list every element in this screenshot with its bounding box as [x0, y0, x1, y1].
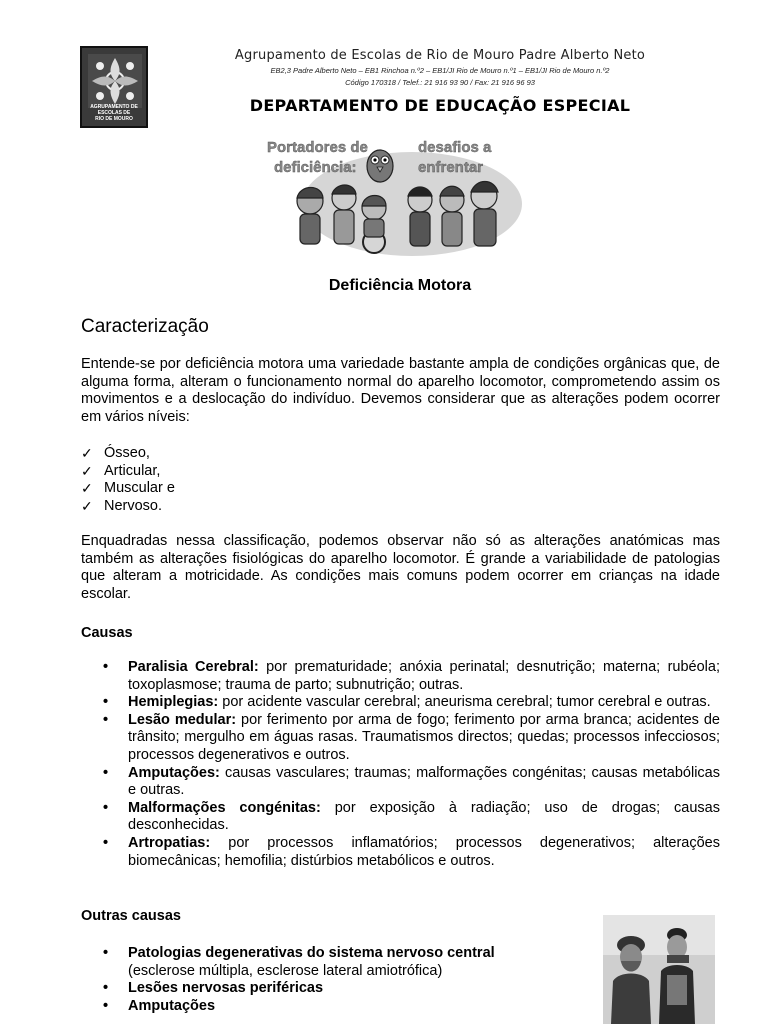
- list-item: [103, 998, 593, 1016]
- document-title: Deficiência Motora: [328, 277, 472, 294]
- banner-right-line: enfrentar: [418, 159, 484, 176]
- bullet-icon: •: [103, 764, 109, 781]
- cause-text: por ferimento por arma de fogo; ferimento por arma branca; acidentes de trânsito; mergulho em águas rasas. Traumatismos directos; quedas; processos infecciosos; processos degenerativos e outros.: [128, 711, 720, 763]
- bullet-icon: •: [103, 980, 109, 997]
- cause-term: Artropatias:: [128, 834, 211, 851]
- bullet-icon: •: [103, 834, 109, 851]
- logo-caption-line: AGRUPAMENTO DE ESCOLAS DE: [90, 104, 138, 116]
- list-item: [103, 945, 593, 980]
- cause-text: causas vasculares; traumas; malformações congénitas; causas metabólicas e outras.: [128, 764, 720, 799]
- cause-term: Hemiplegias:: [128, 694, 219, 711]
- owl-mascot-icon: [367, 150, 393, 182]
- causes-heading: Causas: [81, 625, 133, 641]
- list-item: [103, 980, 593, 998]
- bullet-icon: •: [103, 997, 109, 1014]
- section-title: Caracterização: [81, 316, 209, 337]
- bullet-icon: •: [103, 799, 109, 816]
- causes-list: [103, 659, 720, 870]
- list-item: [103, 800, 720, 835]
- logo-caption: [82, 104, 146, 122]
- cause-text: por acidente vascular cerebral; aneurisma cerebral; tumor cerebral e outras.: [218, 694, 711, 711]
- list-item: [81, 445, 175, 463]
- cause-term: Lesão medular:: [128, 711, 237, 728]
- cause-text: por processos inflamatórios; processos degenerativos; alterações biomecânicas; hemofilia; distúrbios metabólicos e outros.: [128, 834, 720, 869]
- cause-term: Patologias degenerativas do sistema nervoso central: [128, 945, 495, 961]
- list-item: [81, 463, 175, 481]
- list-item: [103, 765, 720, 800]
- cause-text: por prematuridade; anóxia perinatal; desnutrição; materna; rubéola; toxoplasmose; trauma de parto; subnutrição; outras.: [128, 659, 720, 693]
- intro-paragraph-text: Entende-se por deficiência motora uma variedade bastante ampla de condições orgânicas que, de alguma forma, alteram o funcionamento normal do aparelho locomotor, comprometendo assim os movimentos e a deslocação do indivíduo. Devemos considerar que as alterações podem ocorrer em vários níveis:: [81, 356, 720, 425]
- cause-term: Amputações: [128, 997, 216, 1014]
- cause-term: Malformações congénitas:: [128, 799, 321, 816]
- logo-caption-line: RIO DE MOURO: [95, 116, 133, 122]
- bullet-icon: •: [103, 711, 109, 728]
- bullet-icon: •: [103, 659, 109, 675]
- checkmark-icon: ✓: [81, 445, 93, 461]
- intro-paragraph: [81, 356, 720, 426]
- level-label: Nervoso.: [104, 497, 163, 514]
- banner-left-line: deficiência:: [274, 159, 357, 176]
- other-causes-list: [103, 945, 593, 1015]
- list-item: [103, 712, 720, 765]
- checkmark-icon: ✓: [81, 462, 93, 479]
- cause-term: Paralisia Cerebral:: [128, 659, 259, 675]
- banner-illustration: [262, 126, 524, 256]
- logo-emblem-icon: [88, 54, 142, 108]
- levels-checklist: [81, 445, 175, 515]
- department-title: DEPARTAMENTO DE EDUCAÇÃO ESPECIAL: [249, 96, 631, 115]
- list-item: [81, 498, 175, 516]
- school-contacts: Código 170318 / Telef.: 21 916 93 90 / Fax: 21 916 96 93: [345, 78, 535, 87]
- bullet-icon: •: [103, 694, 109, 711]
- school-addresses: EB2,3 Padre Alberto Neto – EB1 Rinchoa n.º2 – EB1/JI Rio de Mouro n.º1 – EB1/JI Rio de Mouro n.º2: [270, 66, 610, 75]
- list-item: [103, 835, 720, 870]
- cause-text: (esclerose múltipla, esclerose lateral amiotrófica): [128, 962, 443, 979]
- classification-paragraph: [81, 533, 720, 603]
- cause-term: Lesões nervosas periféricas: [128, 980, 324, 997]
- cause-text: por exposição à radiação; uso de drogas; causas desconhecidas.: [128, 799, 720, 834]
- list-item: [81, 480, 175, 498]
- checkmark-icon: ✓: [81, 497, 93, 514]
- bullet-icon: •: [103, 945, 109, 961]
- people-photo: [603, 915, 715, 1024]
- banner-right-line: desafios a: [418, 139, 492, 156]
- banner-left-line: Portadores de: [267, 139, 368, 156]
- level-label: Ósseo,: [104, 445, 150, 461]
- classification-paragraph-text: Enquadradas nessa classificação, podemos observar não só as alterações anatómicas mas também as alterações fisiológicas do aparelho locomotor. É grande a variabilidade de patologias que alteram a motricidade. As condições mais comuns podem ocorrer em crianças na idade escolar.: [81, 533, 720, 602]
- level-label: Articular,: [104, 462, 161, 479]
- cause-term: Amputações:: [128, 764, 220, 781]
- checkmark-icon: ✓: [81, 480, 93, 497]
- school-logo: [80, 46, 148, 128]
- other-causes-heading: Outras causas: [81, 908, 181, 924]
- level-label: Muscular e: [104, 480, 175, 497]
- list-item: [103, 659, 720, 694]
- school-name: Agrupamento de Escolas de Rio de Mouro Padre Alberto Neto: [234, 48, 646, 63]
- list-item: [103, 694, 720, 712]
